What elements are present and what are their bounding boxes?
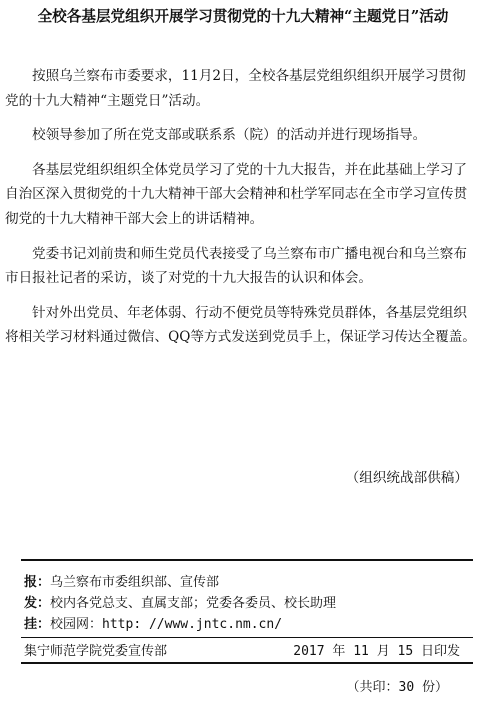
- send-row: [24, 593, 474, 614]
- copies-count: （共印：30 份）: [346, 680, 448, 695]
- paragraph-3: 各基层党组织组织全体党员学习了党的十九大报告，并在此基础上学习了自治区深入贯彻党的十九大精神干部大会精神和杜学军同志在全市学习宣传贯彻党的十九大精神干部大会上的讲话精神。: [5, 161, 468, 227]
- publisher: 集宁师范学院党委宣传部: [24, 644, 168, 659]
- divider-top: [21, 559, 473, 561]
- divider-middle: [21, 637, 473, 638]
- divider-bottom: [21, 662, 473, 664]
- send-label: 发：: [24, 596, 51, 611]
- article-body: [5, 64, 479, 360]
- report-row: [24, 572, 474, 593]
- print-date: 2017 年 11 月 15 日印发: [293, 644, 460, 659]
- paragraph-4: 党委书记刘前贵和师生党员代表接受了乌兰察布市广播电视台和乌兰察布市日报社记者的采访，谈了对党的十九大报告的认识和体会。: [5, 245, 467, 287]
- paragraph-5: 针对外出党员、年老体弱、行动不便党员等特殊党员群体，各基层党组织将相关学习材料通过微信、QQ等方式发送到党员手上，保证学习传达全覆盖。: [5, 304, 476, 346]
- paragraph-1: 按照乌兰察布市委要求，11月2日，全校各基层党组织组织开展学习贯彻党的十九大精神“主题党日”活动。: [5, 68, 466, 109]
- post-label: 挂：: [24, 617, 51, 632]
- distribution-block: [24, 572, 474, 635]
- report-label: 报：: [24, 575, 51, 590]
- document-title: 全校各基层党组织开展学习贯彻党的十九大精神“主题党日”活动: [37, 8, 449, 25]
- report-value: 乌兰察布市委组织部、宣传部: [50, 575, 220, 590]
- footer-row: [24, 640, 460, 659]
- post-row: [24, 614, 474, 635]
- send-value: 校内各党总支、直属支部；党委各委员、校长助理: [50, 596, 337, 611]
- post-value: 校园网：http: //www.jntc.nm.cn/: [50, 617, 283, 632]
- source-credit: （组织统战部供稿）: [345, 470, 468, 486]
- paragraph-2: 校领导参加了所在党支部或联系系（院）的活动并进行现场指导。: [32, 127, 427, 144]
